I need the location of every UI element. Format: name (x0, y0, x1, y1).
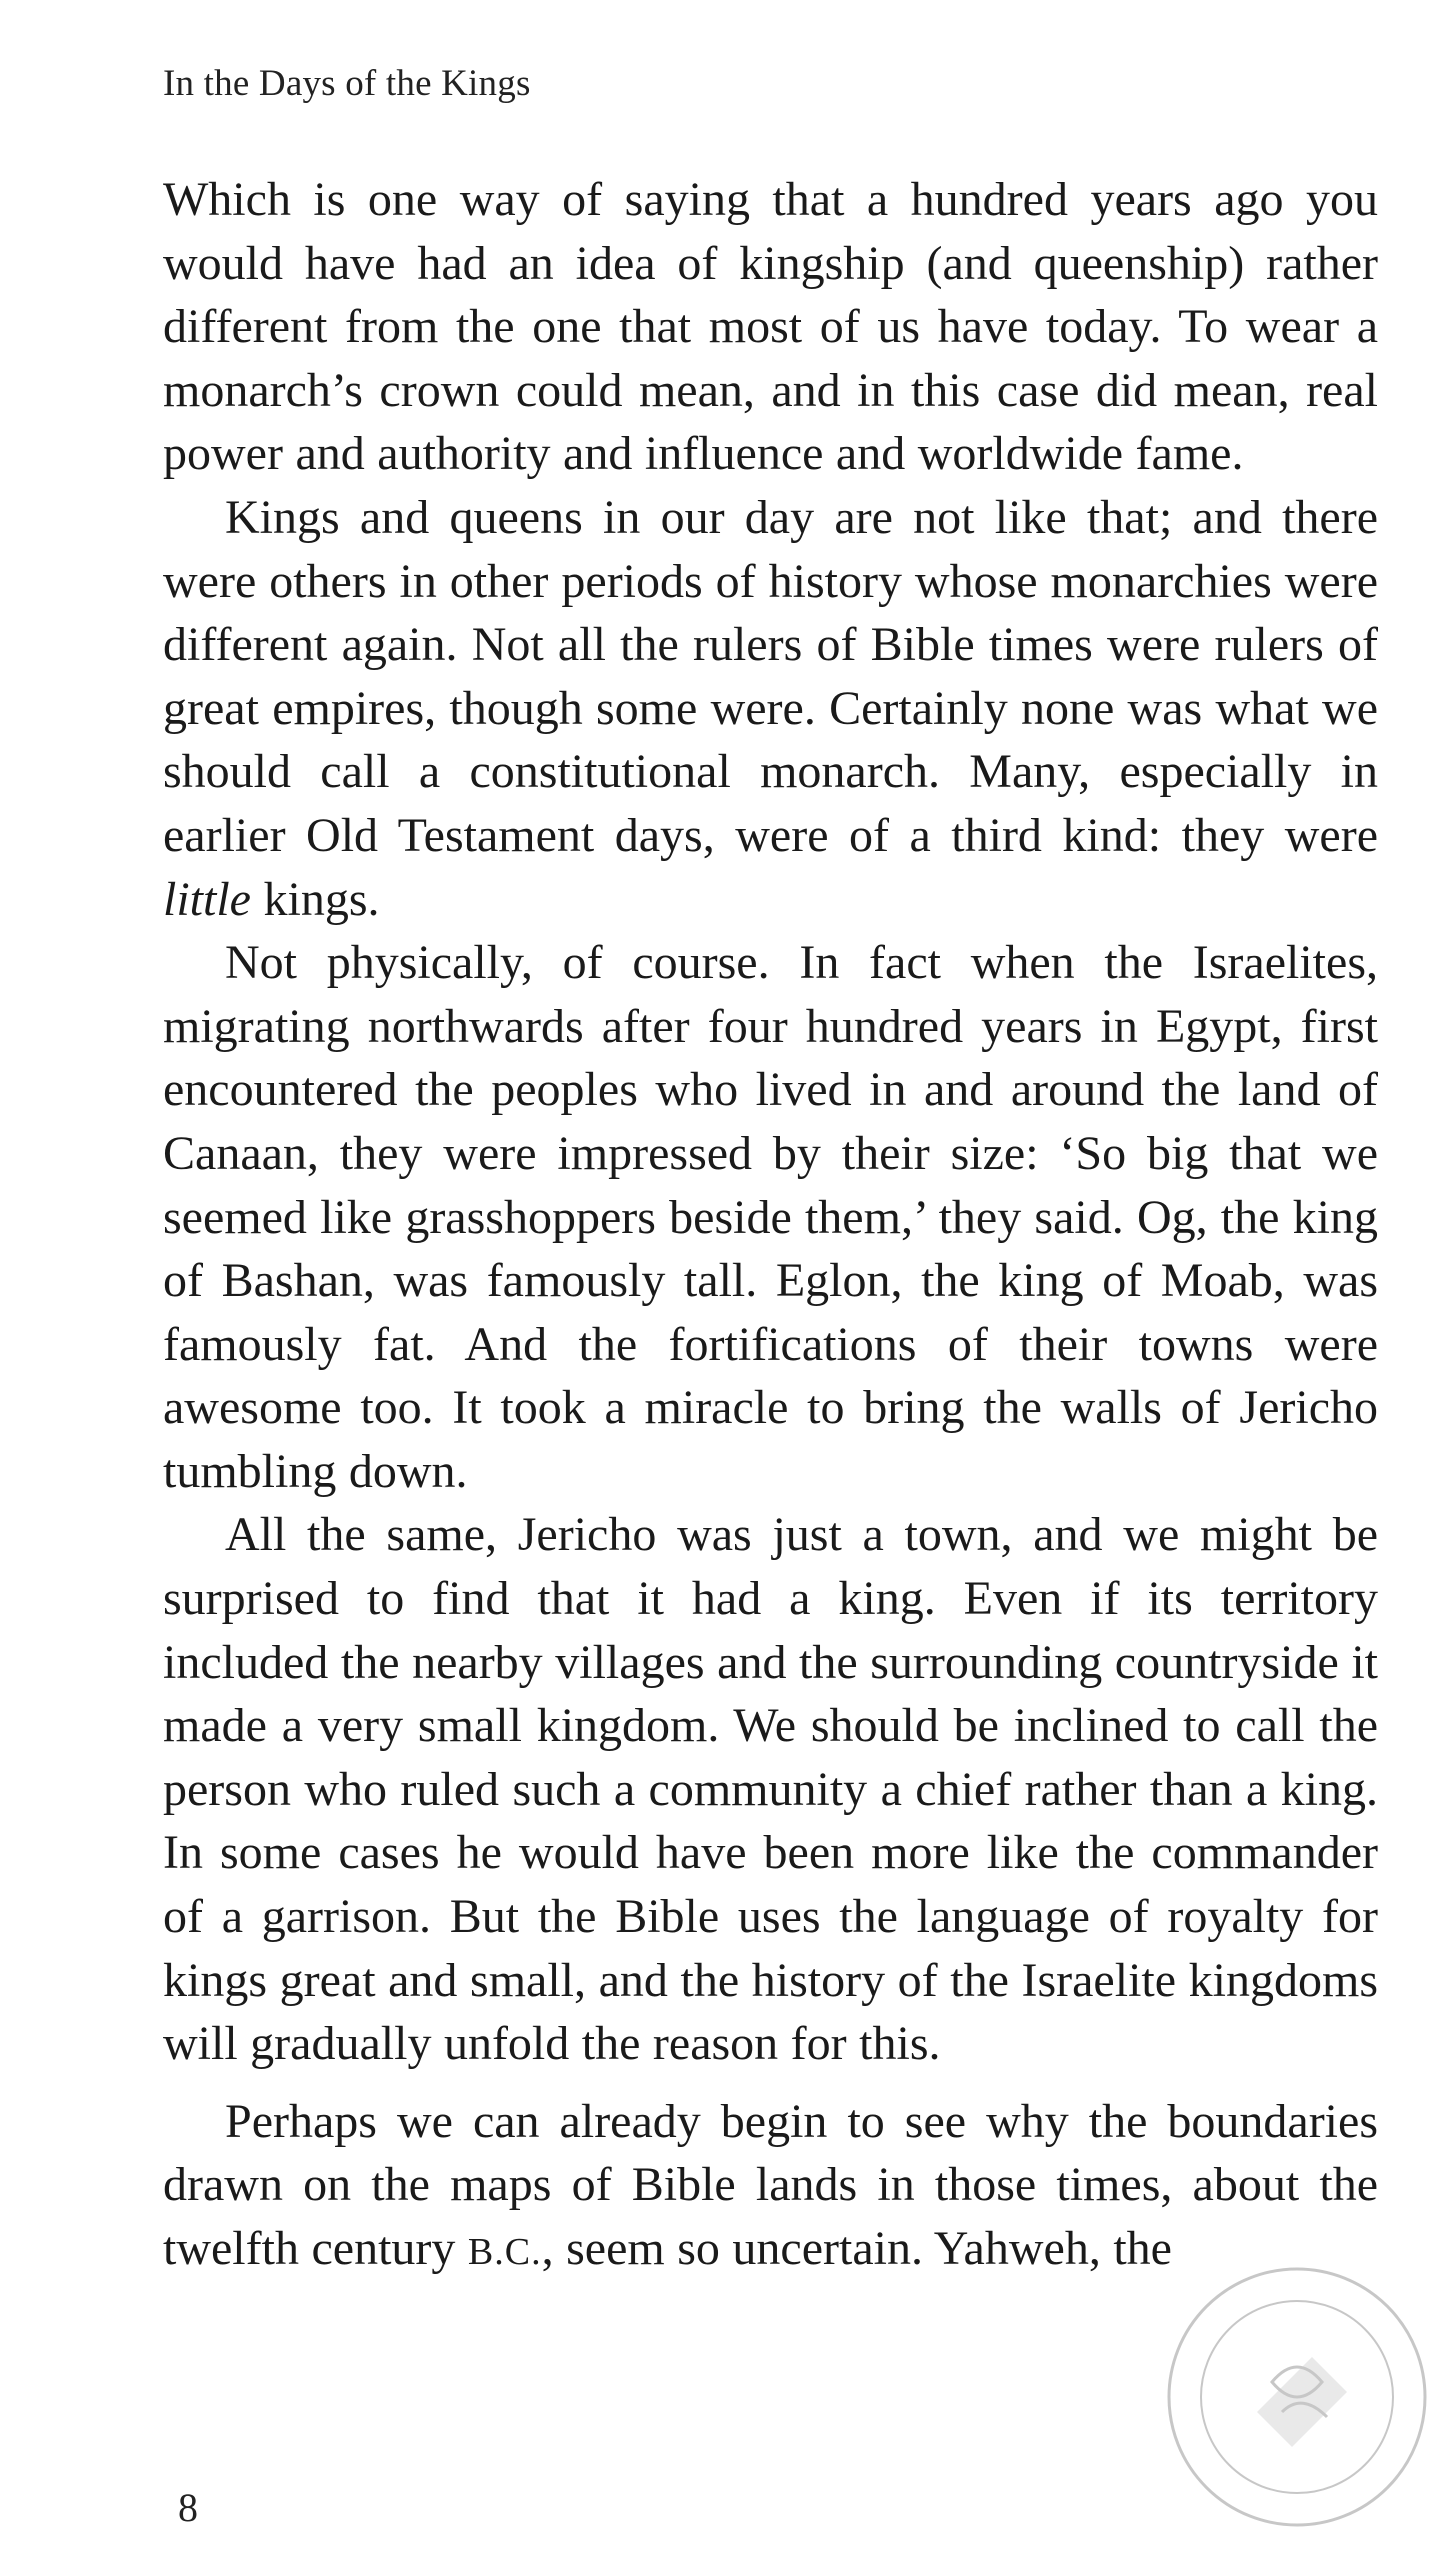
text-run: , seem so uncertain. Yahweh, the (541, 2222, 1172, 2275)
watermark-seal-icon (1162, 2262, 1432, 2532)
emphasis-text: little (163, 872, 251, 926)
paragraph (163, 2090, 1378, 2285)
text-run: Not physically, of course. In fact when the Israelites, migrating northwards after four hundred years in Egypt, first encountered the peoples who lived in and around the land of Canaan, they were impressed by their size: ‘So big that we seemed like grasshoppers beside them,’ they said. Og, the king of Bashan, was famously tall. Eglon, the king of Moab, was famously fat. And the fortifications of their towns were awesome too. It took a miracle to bring the walls of Jericho tumbling down. (163, 936, 1378, 1498)
text-run: kings. (250, 872, 380, 926)
paragraph (163, 931, 1378, 1503)
body-text (163, 168, 1378, 2285)
running-head: In the Days of the Kings (163, 63, 531, 104)
page-number: 8 (178, 2485, 198, 2530)
paragraph (163, 1503, 1378, 2075)
text-run: Which is one way of saying that a hundred years ago you would have had an idea of kingship (and queenship) rather different from the one that most of us have today. To wear a monarch’s crown could mean, and in this case did mean, real power and authority and influence and worldwide fame. (163, 173, 1378, 481)
text-run: Perhaps we can already begin to see why the boundaries drawn on the maps of Bible lands in those times, about the twelfth century (163, 2094, 1378, 2275)
small-caps-text: B.C. (467, 2231, 542, 2273)
paragraph (163, 486, 1378, 931)
paragraph (163, 168, 1378, 486)
text-run: All the same, Jericho was just a town, and we might be surprised to find that it had a king. Even if its territory included the nearby villages and the surrounding countryside it made a very small kingdom. We should be inclined to call the person who ruled such a community a chief rather than a king. In some cases he would have been more like the commander of a garrison. But the Bible uses the language of royalty for kings great and small, and the history of the Israelite kingdoms will gradually unfold the reason for this. (163, 1508, 1378, 2071)
text-run: Kings and queens in our day are not like that; and there were others in other periods of history whose monarchies were different again. Not all the rulers of Bible times were rulers of great empires, though some were. Certainly none was what we should call a constitutional monarch. Many, especially in earlier Old Testament days, were of a third kind: they were (163, 490, 1378, 862)
